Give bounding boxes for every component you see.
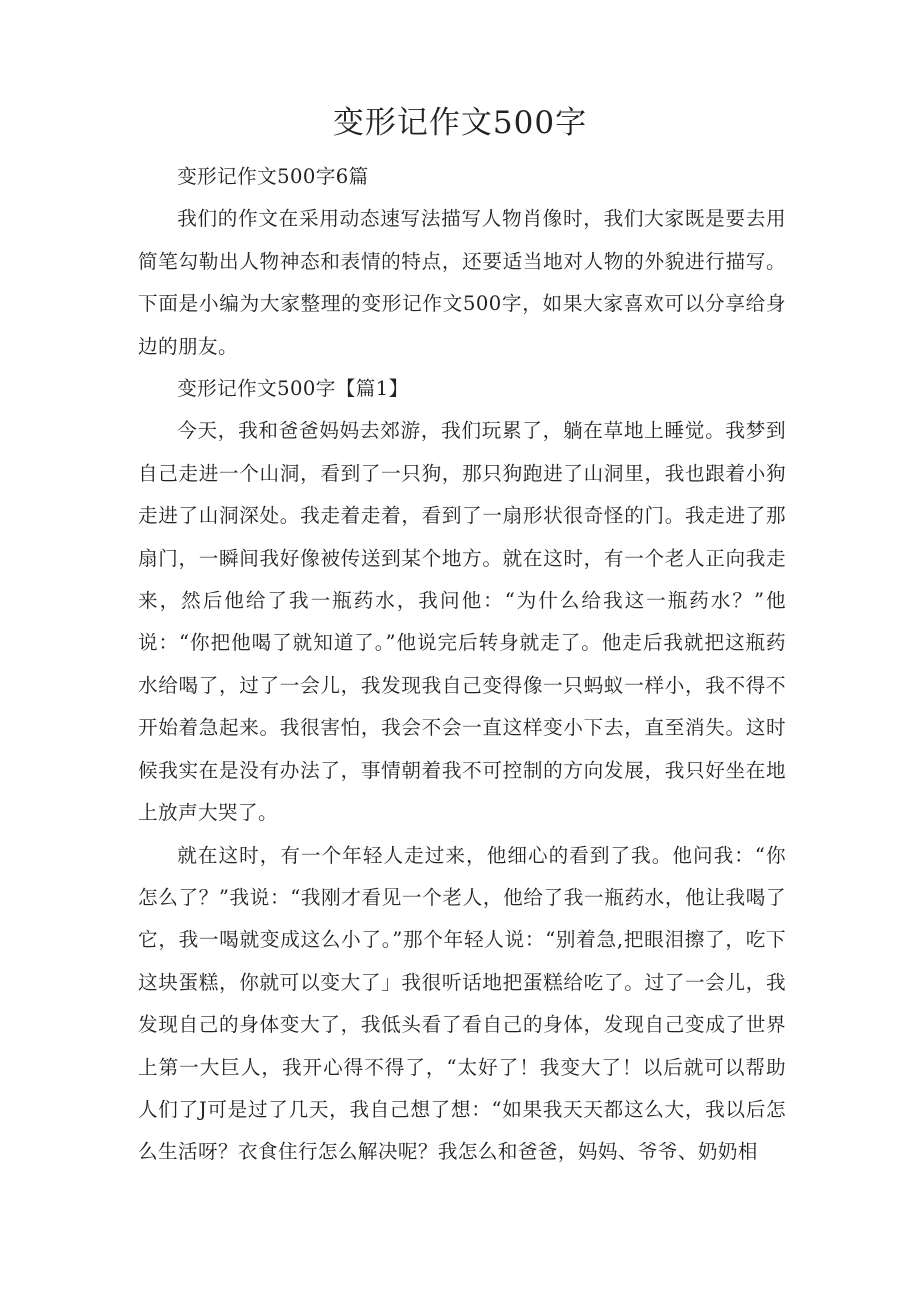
story-paragraph-2: 就在这时，有一个年轻人走过来，他细心的看到了我。他问我：“你怎么了？”我说：“我刚才看见一个老人，他给了我一瓶药水，他让我喝了它，我一喝就变成这么小了。”那个年轻人说：“别着急,把眼泪擦了，吃下这块蛋糕，你就可以变大了」我很听话地把蛋糕给吃了。过了一会儿，我发现自己的身体变大了，我低头看了看自己的身体，发现自己变成了世界上第一大巨人，我开心得不得了，“太好了！我变大了！以后就可以帮助人们了J可是过了几天，我自己想了想：“如果我天天都这么大，我以后怎么生活呀？衣食住行怎么解决呢？我怎么和爸爸，妈妈、爷爷、奶奶相 [138, 843, 786, 1164]
story-paragraph-1: 今天，我和爸爸妈妈去郊游，我们玩累了，躺在草地上睡觉。我梦到自己走进一个山洞，看到了一只狗，那只狗跑进了山洞里，我也跟着小狗走进了山洞深处。我走着走着，看到了一扇形状很奇怪的门。我走进了那扇门，一瞬间我好像被传送到某个地方。就在这时，有一个老人正向我走来，然后他给了我一瓶药水，我问他：“为什么给我这一瓶药水？”他说：“你把他喝了就知道了。”他说完后转身就走了。他走后我就把这瓶药水给喝了，过了一会儿，我发现我自己变得像一只蚂蚁一样小，我不得不开始着急起来。我很害怕，我会不会一直这样变小下去，直至消失。这时候我实在是没有办法了，事情朝着我不可控制的方向发展，我只好坐在地上放声大哭了。 [138, 419, 786, 825]
document-body [138, 156, 786, 1174]
subtitle-paragraph: 变形记作文500字6篇 [177, 165, 369, 188]
document-title: 变形记作文500字 [332, 105, 588, 141]
intro-paragraph: 我们的作文在采用动态速写法描写人物肖像时，我们大家既是要去用简笔勾勒出人物神态和表情的特点，还要适当地对人物的外貌进行描写。下面是小编为大家整理的变形记作文500字，如果大家喜欢可以分享给身边的朋友。 [138, 207, 786, 358]
section-heading: 变形记作文500字【篇1】 [177, 377, 409, 401]
